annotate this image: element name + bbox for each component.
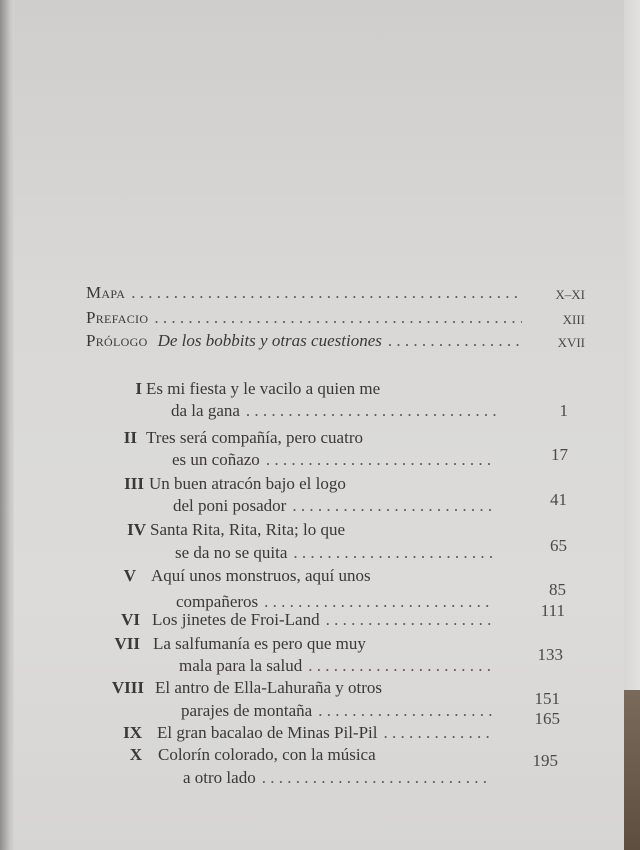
chapter-title: Tres será compañía, pero cuatro	[146, 428, 363, 447]
chapter-title-cont	[175, 543, 495, 563]
page-number: 151	[534, 689, 560, 708]
leader-dots	[326, 610, 494, 630]
leader-dots	[292, 496, 495, 516]
chapter-title	[157, 723, 492, 743]
table-surface	[624, 690, 640, 850]
chapter-numeral: IX	[123, 723, 142, 742]
title-text: Los jinetes de Froi-Land	[152, 610, 320, 629]
page-number: 111	[540, 601, 565, 620]
page-number: 195	[532, 751, 558, 770]
chapter-title-cont	[183, 768, 491, 788]
title-text: parajes de montaña	[181, 701, 313, 720]
page-number: 1	[559, 401, 568, 420]
leader-dots	[154, 308, 522, 328]
page-number: 133	[537, 645, 563, 664]
chapter-numeral: VII	[114, 634, 140, 653]
leader-dots	[388, 331, 522, 351]
page-gutter-shadow	[0, 0, 14, 850]
chapter-numeral: X	[129, 745, 142, 764]
page-number: XIII	[562, 312, 585, 327]
chapter-title: El antro de Ella-Lahuraña y otros	[155, 678, 383, 697]
chapter-title-cont	[176, 592, 494, 612]
leader-dots	[308, 656, 493, 676]
page-number: XVII	[557, 335, 585, 350]
title-text: El gran bacalao de Minas Pil-Pil	[157, 723, 378, 742]
entry-label: Prólogo	[86, 331, 148, 350]
entry-label: Prefacio	[86, 308, 149, 327]
chapter-title: Un buen atracón bajo el logo	[149, 474, 346, 493]
chapter-numeral: III	[124, 474, 144, 493]
chapter-title-cont	[171, 401, 496, 421]
chapter-numeral: VI	[121, 610, 140, 629]
title-text: del poni posador	[173, 496, 287, 515]
chapter-title-cont	[181, 701, 492, 721]
leader-dots	[131, 283, 522, 303]
chapter-numeral: IV	[127, 520, 146, 539]
page-number: 17	[551, 445, 568, 464]
title-text: mala para la salud	[179, 656, 303, 675]
chapter-title: Santa Rita, Rita, Rita; lo que	[150, 520, 346, 539]
leader-dots	[266, 450, 496, 470]
page-number: 165	[534, 709, 560, 728]
chapter-title-cont	[172, 450, 496, 470]
title-text: se da no se quita	[175, 543, 288, 562]
page-number: 41	[550, 490, 567, 509]
page-number: 65	[550, 536, 567, 555]
title-text: da la gana	[171, 401, 240, 420]
leader-dots	[383, 723, 492, 743]
chapter-title: Aquí unos monstruos, aquí unos	[151, 566, 371, 585]
leader-dots	[293, 543, 495, 563]
chapter-numeral: I	[135, 379, 142, 398]
leader-dots	[318, 701, 492, 721]
title-text: compañeros	[176, 592, 259, 611]
title-text: a otro lado	[183, 768, 256, 787]
page-right-edge	[624, 0, 640, 690]
chapter-numeral: II	[123, 428, 137, 447]
chapter-title: La salfumanía es pero que muy	[153, 634, 366, 653]
page-number: 85	[549, 580, 566, 599]
chapter-title	[152, 610, 494, 630]
toc-entry-mapa	[86, 283, 522, 303]
title-text: es un coñazo	[172, 450, 260, 469]
chapter-numeral: V	[123, 566, 136, 585]
leader-dots	[246, 401, 496, 421]
leader-dots	[264, 592, 494, 612]
entry-subtitle: De los bobbits y otras cuestiones	[157, 331, 382, 350]
chapter-numeral: VIII	[111, 678, 144, 697]
toc-entry-prefacio	[86, 308, 522, 328]
toc-entry-prologo	[86, 331, 522, 351]
chapter-title-cont	[179, 656, 493, 676]
leader-dots	[262, 768, 491, 788]
entry-label: Mapa	[86, 283, 126, 302]
page-number: X–XI	[555, 287, 585, 302]
chapter-title: Colorín colorado, con la música	[158, 745, 376, 764]
chapter-title-cont	[173, 496, 495, 516]
chapter-title: Es mi fiesta y le vacilo a quien me	[146, 379, 381, 398]
